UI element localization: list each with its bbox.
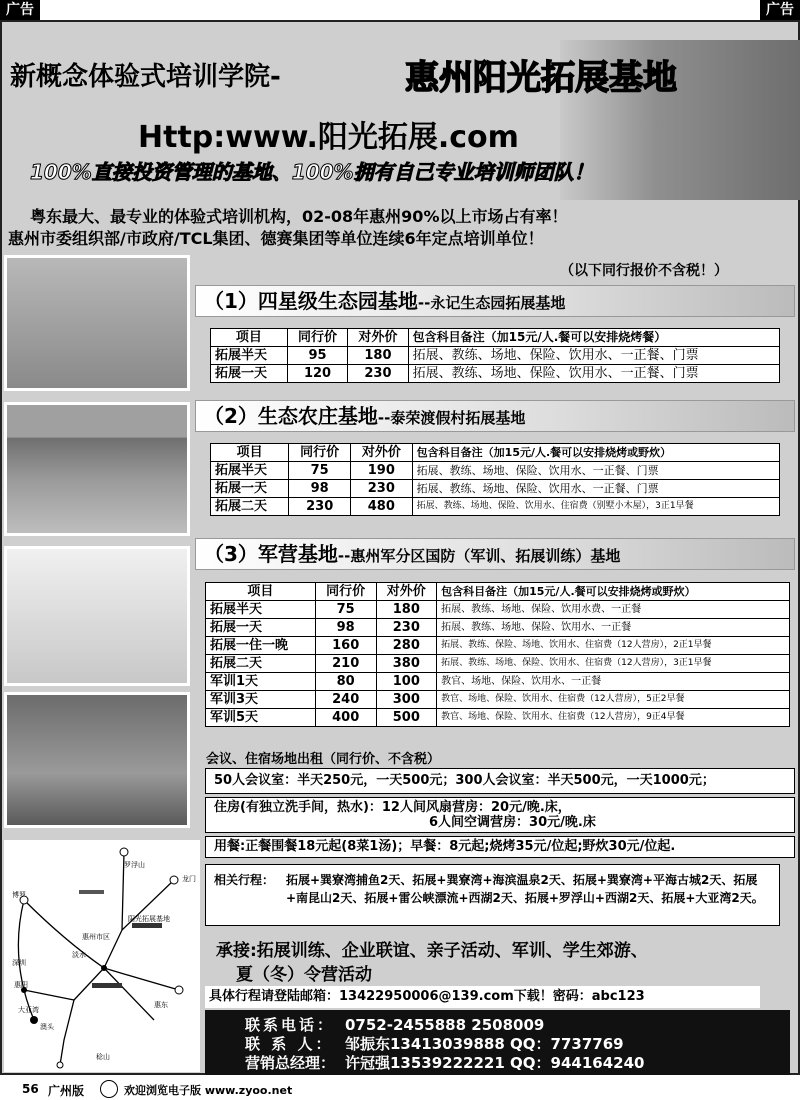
services-line-1: 承接:拓展训练、企业联谊、亲子活动、军训、学生郊游、	[216, 941, 648, 961]
photo-rope-course	[4, 255, 190, 391]
map-label: 龙门	[182, 875, 196, 883]
table-row: 军训3天 240 300 教官、场地、保险、饮用水、住宿费（12人营房），5正2早餐	[206, 691, 790, 709]
header-url: Http:www.阳光拓展.com	[138, 120, 519, 155]
col-header: 项目	[211, 329, 288, 347]
location-map	[4, 840, 200, 1072]
col-header: 对外价	[348, 329, 408, 347]
photo-climbing	[4, 546, 190, 686]
meeting-text: 50人会议室：半天250元，一天500元；300人会议室：半天500元，一天1000元；	[214, 773, 715, 788]
col-header: 同行价	[289, 444, 351, 462]
lodging-line-2: 6人间空调营房：30元/晚.床	[429, 815, 596, 830]
photo-raft	[4, 402, 190, 536]
table-row: 拓展一天 98 230 拓展、教练、场地、保险、饮用水、一正餐	[206, 619, 790, 637]
services-line-2: 夏（冬）令营活动	[236, 965, 372, 985]
col-header: 项目	[211, 444, 289, 462]
map-label: 罗浮山	[124, 861, 145, 869]
section-2-table	[210, 443, 780, 516]
lodging-box	[205, 797, 795, 833]
venue-heading: 会议、住宿场地出租（同行价、不含税）	[206, 752, 441, 767]
header-desc-1: 粤东最大、最专业的体验式培训机构，02-08年惠州90%以上市场占有率！	[30, 207, 568, 226]
col-header: 同行价	[315, 583, 376, 601]
table-row: 拓展一天 120 230 拓展、教练、场地、保险、饮用水、一正餐、门票	[211, 365, 780, 383]
table-row: 拓展半天 75 190 拓展、教练、场地、保险、饮用水、一正餐、门票	[211, 462, 780, 480]
tax-note: （以下同行报价不含税！）	[560, 263, 728, 279]
edition-label: 广州版	[48, 1084, 85, 1098]
logo-icon	[100, 1080, 118, 1098]
map-label: 阳光拓展基地	[128, 915, 170, 923]
email-line: 具体行程请登陆邮箱：13422950006@139.com下载！密码：abc123	[205, 986, 760, 1008]
map-roads	[4, 840, 200, 1072]
col-header: 包含科目备注（加15元/人.餐可以安排烧烤或野炊）	[412, 444, 779, 462]
map-label: 澳头	[40, 1023, 54, 1031]
routes-text: 拓展+巽寮湾捕鱼2天、拓展+巽寮湾+海滨温泉2天、拓展+巽寮湾+平海古城2天、拓展+南昆山2天、拓展+雷公峡漂流+西湖2天、拓展+罗浮山+西湖2天、拓展+大亚湾2天。	[286, 873, 764, 905]
table-row: 拓展半天 95 180 拓展、教练、场地、保险、饮用水、一正餐、门票	[211, 347, 780, 365]
routes-label: 相关行程：	[214, 873, 275, 887]
section-3-banner	[195, 538, 795, 570]
map-label: 深圳	[12, 959, 26, 967]
routes-box	[205, 864, 780, 926]
section-1-banner	[195, 285, 795, 317]
map-label: 惠州市区	[82, 933, 110, 941]
table-row: 拓展二天 210 380 拓展、教练、场地、保险、饮用水、住宿费（12人营房），3正1早餐	[206, 655, 790, 673]
header-title-left: 新概念体验式培训学院-	[10, 62, 281, 92]
table-row: 军训1天 80 100 教官、场地、保险、饮用水、一正餐	[206, 673, 790, 691]
contact-box	[205, 1010, 790, 1075]
header-title-right: 惠州阳光拓展基地	[405, 58, 677, 98]
map-label: 惠阳	[14, 981, 28, 989]
photo-training	[4, 692, 190, 828]
section-2-banner	[195, 400, 795, 432]
col-header: 项目	[206, 583, 316, 601]
table-row: 拓展一天 98 230 拓展、教练、场地、保险、饮用水、一正餐、门票	[211, 480, 780, 498]
col-header: 对外价	[376, 583, 437, 601]
footer-text: 欢迎浏览电子版 www.zyoo.net	[124, 1084, 293, 1097]
lodging-line-1: 住房(有独立洗手间，热水)：12人间风扇营房：20元/晚.床，	[214, 800, 571, 815]
section-1-table	[210, 328, 780, 383]
col-header: 包含科目备注（加15元/人.餐可以安排烧烤餐）	[408, 329, 779, 347]
contact-row: 联 系 人： 邹振东13413039888 QQ：7737769	[245, 1035, 624, 1053]
section-2-title: （2）生态农庄基地	[204, 404, 378, 428]
table-row: 拓展半天 75 180 拓展、教练、场地、保险、饮用水费、一正餐	[206, 601, 790, 619]
section-3-subtitle: --惠州军分区国防（军训、拓展训练）基地	[337, 547, 621, 565]
header-slogan: 100%直接投资管理的基地、100%拥有自己专业培训师团队！	[30, 160, 594, 184]
map-label: 博罗	[12, 891, 26, 899]
ad-tag-right: 广告	[760, 0, 800, 20]
meeting-room-box	[205, 768, 795, 794]
section-1-subtitle: --永记生态园拓展基地	[417, 294, 566, 312]
col-header: 对外价	[351, 444, 413, 462]
page-number: 56	[22, 1082, 39, 1096]
table-row: 拓展二天 230 480 拓展、教练、场地、保险、饮用水、住宿费（别墅小木屋），3正1早餐	[211, 498, 780, 516]
ad-tag-left: 广告	[0, 0, 40, 20]
contact-row: 营销总经理： 许冠强13539222221 QQ：944164240	[245, 1054, 645, 1072]
col-header: 同行价	[287, 329, 347, 347]
map-label: 稔山	[96, 1053, 110, 1061]
meals-text: 用餐:正餐围餐18元起(8菜1汤)；早餐：8元起;烧烤35元/位起;野炊30元/位起.	[214, 839, 676, 854]
header-desc-2: 惠州市委组织部/市政府/TCL集团、德赛集团等单位连续6年定点培训单位！	[8, 229, 544, 248]
map-label: 惠东	[154, 1001, 168, 1009]
map-label: 淡水	[72, 951, 86, 959]
meals-box	[205, 836, 795, 858]
table-row: 军训5天 400 500 教官、场地、保险、饮用水、住宿费（12人营房），9正4早餐	[206, 709, 790, 727]
contact-row: 联系电话： 0752-2455888 2508009	[245, 1016, 545, 1034]
section-3-title: （3）军营基地	[204, 542, 338, 566]
section-1-title: （1）四星级生态园基地	[204, 289, 418, 313]
map-label: 大亚湾	[18, 1006, 39, 1014]
section-3-table	[205, 582, 790, 727]
col-header: 包含科目备注（加15元/人.餐可以安排烧烤或野炊）	[437, 583, 790, 601]
table-row: 拓展一住一晚 160 280 拓展、教练、保险、场地、饮用水、住宿费（12人营房），2正1早餐	[206, 637, 790, 655]
section-2-subtitle: --泰荣渡假村拓展基地	[377, 409, 526, 427]
